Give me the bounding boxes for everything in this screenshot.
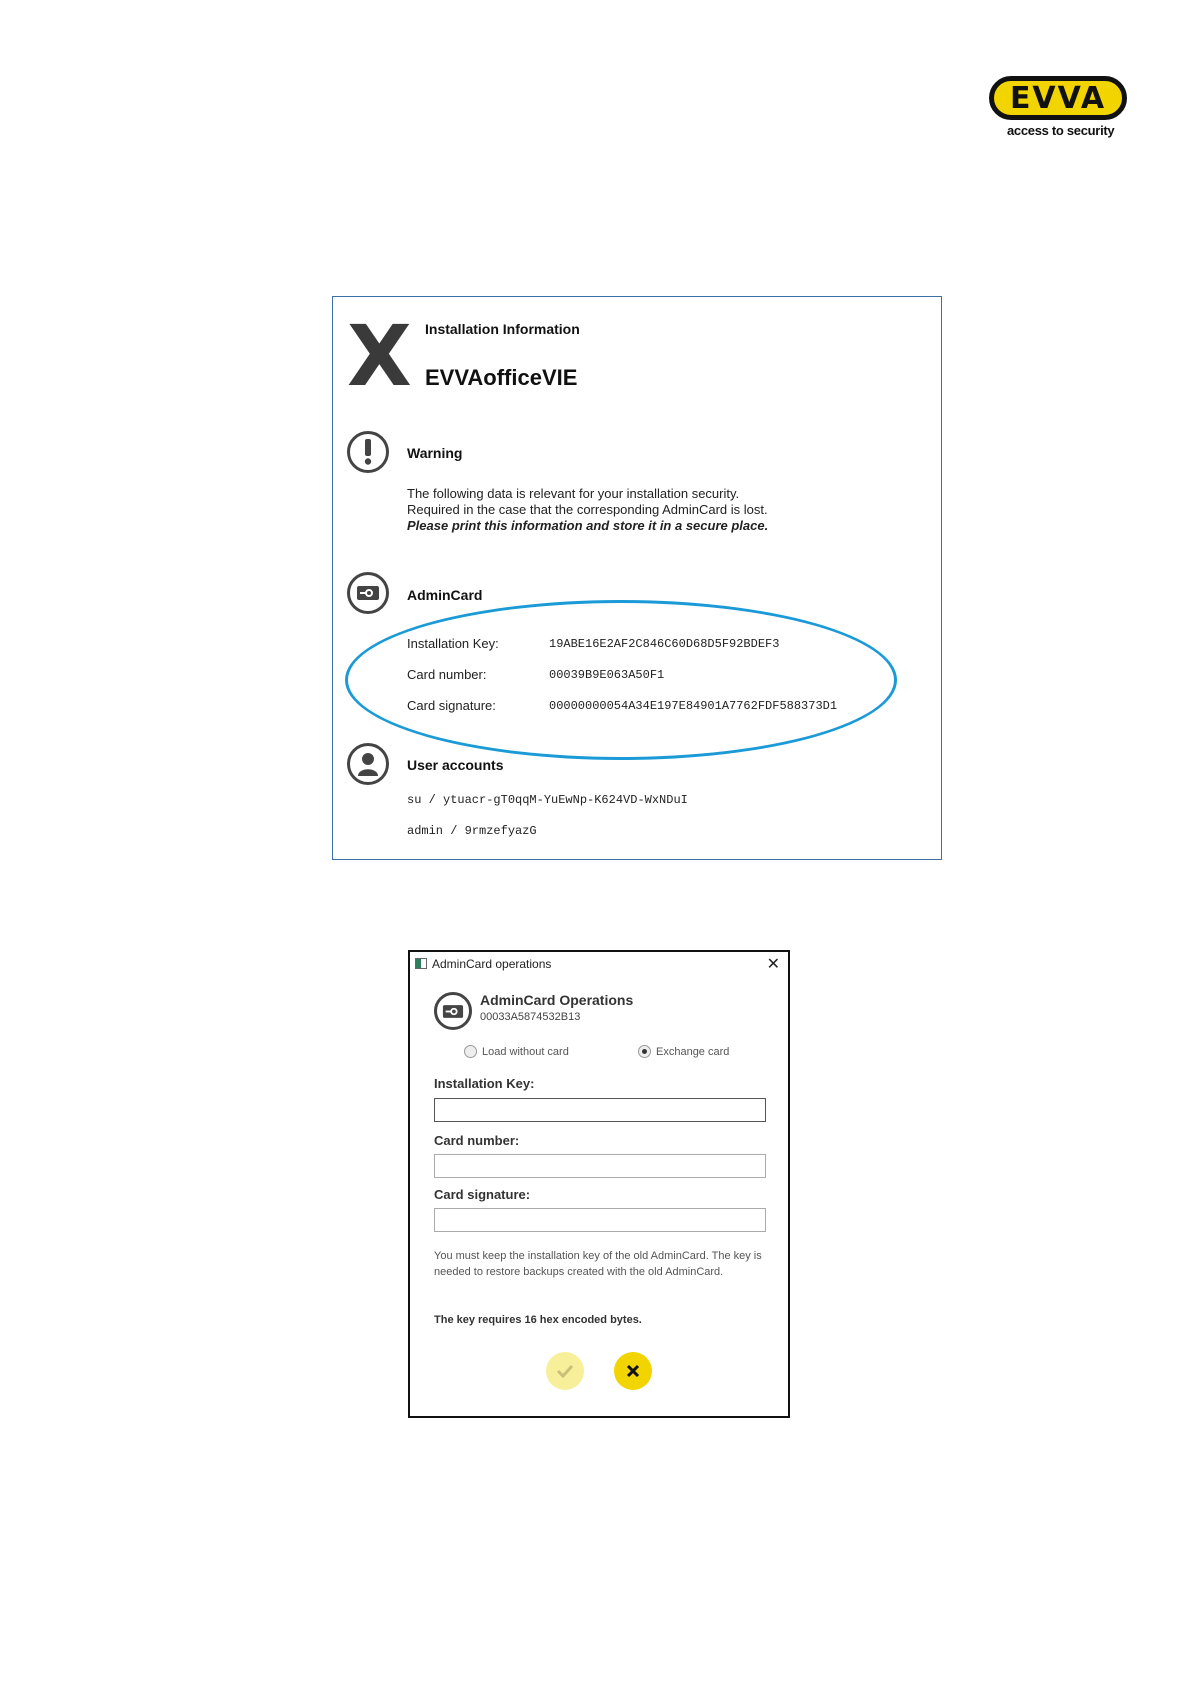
close-icon[interactable]: ✕ [766,956,780,973]
radio-exchange-indicator[interactable] [638,1045,651,1058]
radio-exchange-card[interactable] [638,1045,729,1058]
installation-key-value: 19ABE16E2AF2C846C60D68D5F92BDEF3 [549,637,780,651]
card-number-input[interactable] [434,1154,766,1178]
close-x-icon [626,1364,640,1378]
installation-name: EVVAofficeVIE [425,365,578,390]
app-icon [415,958,427,969]
hex-requirement-note: The key requires 16 hex encoded bytes. [434,1314,642,1326]
xesar-x-logo: X [347,307,412,405]
user-account-su: su / ytuacr-gT0qqM-YuEwNp-K624VD-WxNDuI [407,793,688,807]
installation-key-input[interactable] [434,1098,766,1122]
cancel-button[interactable] [614,1352,652,1390]
admincard-icon [434,992,472,1030]
card-signature-value: 00000000054A34E197E84901A7762FDF588373D1 [549,699,838,713]
card-number-field-label: Card number: [434,1133,520,1148]
user-icon [347,743,389,785]
highlight-ellipse [345,600,897,760]
radio-load-label: Load without card [482,1045,569,1058]
dialog-heading: AdminCard Operations [480,992,634,1008]
evva-logo-tagline: access to security [1007,123,1115,138]
warning-line-3: Please print this information and store it in a secure place. [407,518,769,533]
radio-load-without-card[interactable] [464,1045,569,1058]
card-number-value: 00039B9E063A50F1 [549,668,665,682]
card-signature-input[interactable] [434,1208,766,1232]
warning-line-2: Required in the case that the corresponding AdminCard is lost. [407,502,768,517]
admincard-icon [347,572,389,614]
admincard-heading: AdminCard [407,587,483,603]
warning-line-1: The following data is relevant for your installation security. [407,486,740,501]
warning-text [407,486,768,534]
card-signature-label: Card signature: [407,698,496,713]
card-number-label: Card number: [407,667,487,682]
admincard-operations-dialog [408,950,790,1418]
info-subtitle: Installation Information [425,321,580,337]
user-account-admin: admin / 9rmzefyazG [407,824,537,838]
admincard-id: 00033A5874532B13 [480,1011,581,1023]
radio-load-indicator[interactable] [464,1045,477,1058]
warning-heading: Warning [407,445,463,461]
installation-key-field-label: Installation Key: [434,1076,535,1091]
installation-info-panel [332,296,942,860]
installation-key-label: Installation Key: [407,636,499,651]
installation-key-note: You must keep the installation key of the old AdminCard. The key is needed to restore backups created with the old AdminCard. [434,1250,762,1278]
evva-logo-badge: EVVA [989,76,1127,120]
evva-logo [989,76,1131,140]
confirm-button[interactable] [546,1352,584,1390]
warning-icon [347,431,389,473]
dialog-titlebar [410,952,788,978]
dialog-window-title: AdminCard operations [432,957,552,971]
radio-exchange-label: Exchange card [656,1045,730,1058]
card-signature-field-label: Card signature: [434,1187,531,1202]
check-icon [556,1364,574,1378]
user-accounts-heading: User accounts [407,757,504,773]
